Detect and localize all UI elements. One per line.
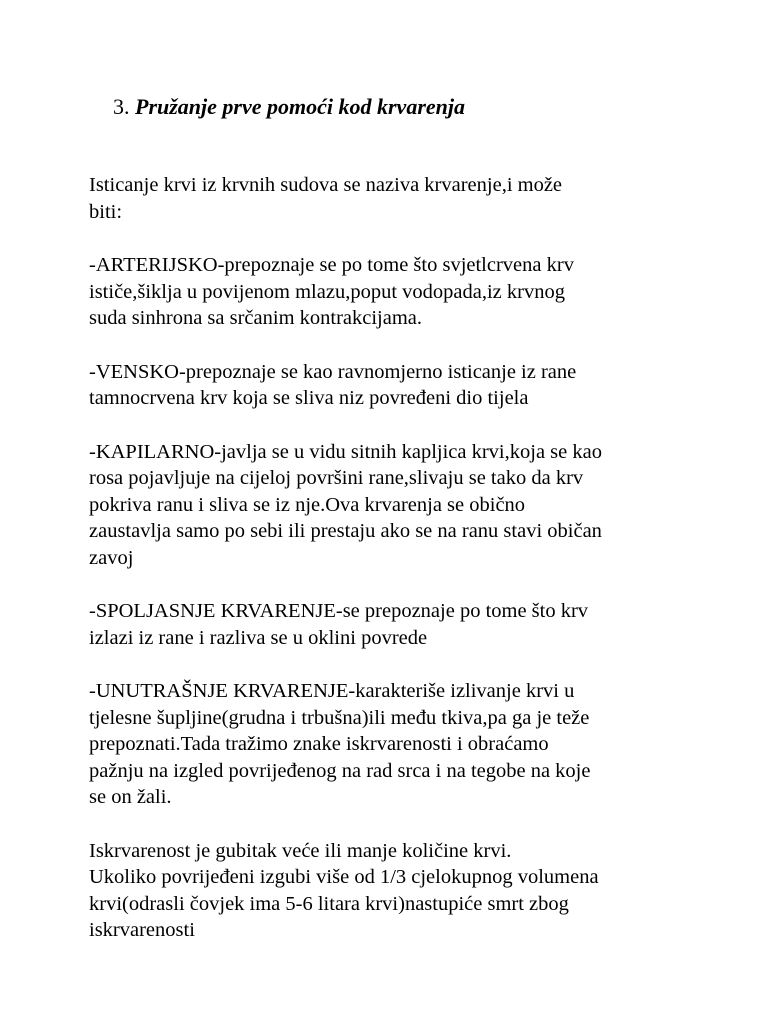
text-line: pažnju na izgled povrijeđenog na rad srca i na tegobe na koje — [89, 759, 591, 782]
text-line: -UNUTRAŠNJE KRVARENJE-karakteriše izlivanje krvi u — [89, 680, 575, 702]
paragraph — [89, 439, 689, 572]
paragraph — [89, 678, 689, 811]
text-line: Iskrvarenost je gubitak veće ili manje količine krvi. — [89, 839, 512, 862]
paragraph — [89, 598, 689, 651]
text-line: zaustavlja samo po sebi ili prestaju ako se na ranu stavi običan — [89, 520, 602, 542]
text-line: prepoznati.Tada tražimo znake iskrvarenosti i obraćamo — [89, 733, 549, 755]
paragraph — [89, 359, 689, 412]
text-line: tjelesne šupljine(grudna i trbušna)ili među tkiva,pa ga je teže — [89, 706, 590, 729]
text-line: krvi(odrasli čovjek ima 5-6 litara krvi)nastupiće smrt zbog — [89, 892, 569, 915]
paragraph — [89, 252, 689, 332]
text-line: zavoj — [89, 546, 134, 569]
text-line: izlazi iz rane i razliva se u oklini povrede — [89, 626, 428, 649]
text-line: tamnocrvena krv koja se sliva niz povređeni dio tijela — [89, 387, 529, 409]
text-line: -ARTERIJSKO-prepoznaje se po tome što svjetlcrvena krv — [89, 254, 574, 276]
section-number: 3. — [113, 94, 130, 119]
text-line: ističe,šiklja u povijenom mlazu,poput vodopada,iz krvnog — [89, 280, 565, 303]
body-text — [89, 172, 689, 944]
text-line: -KAPILARNO-javlja se u vidu sitnih kapljica krvi,koja se kao — [89, 440, 602, 463]
text-line: Isticanje krvi iz krvnih sudova se naziva krvarenje,i može — [89, 174, 563, 196]
text-line: rosa pojavljuje na cijeloj površini rane,slivaju se tako da krv — [89, 467, 584, 489]
text-line: iskrvarenosti — [89, 919, 195, 941]
text-line: suda sinhrona sa srčanim kontrakcijama. — [89, 307, 423, 329]
text-line: biti: — [89, 200, 123, 223]
section-heading — [113, 92, 465, 122]
text-line: se on žali. — [89, 786, 172, 808]
section-title: Pružanje prve pomoći kod krvarenja — [135, 94, 465, 119]
text-line: -SPOLJASNJE KRVARENJE-se prepoznaje po tome što krv — [89, 600, 589, 622]
text-line: pokriva ranu i sliva se iz nje.Ova krvarenja se obično — [89, 493, 526, 516]
text-line: Ukoliko povrijeđeni izgubi više od 1/3 cjelokupnog volumena — [89, 866, 599, 888]
paragraph — [89, 172, 689, 225]
paragraph — [89, 838, 689, 944]
text-line: -VENSKO-prepoznaje se kao ravnomjerno isticanje iz rane — [89, 360, 577, 383]
